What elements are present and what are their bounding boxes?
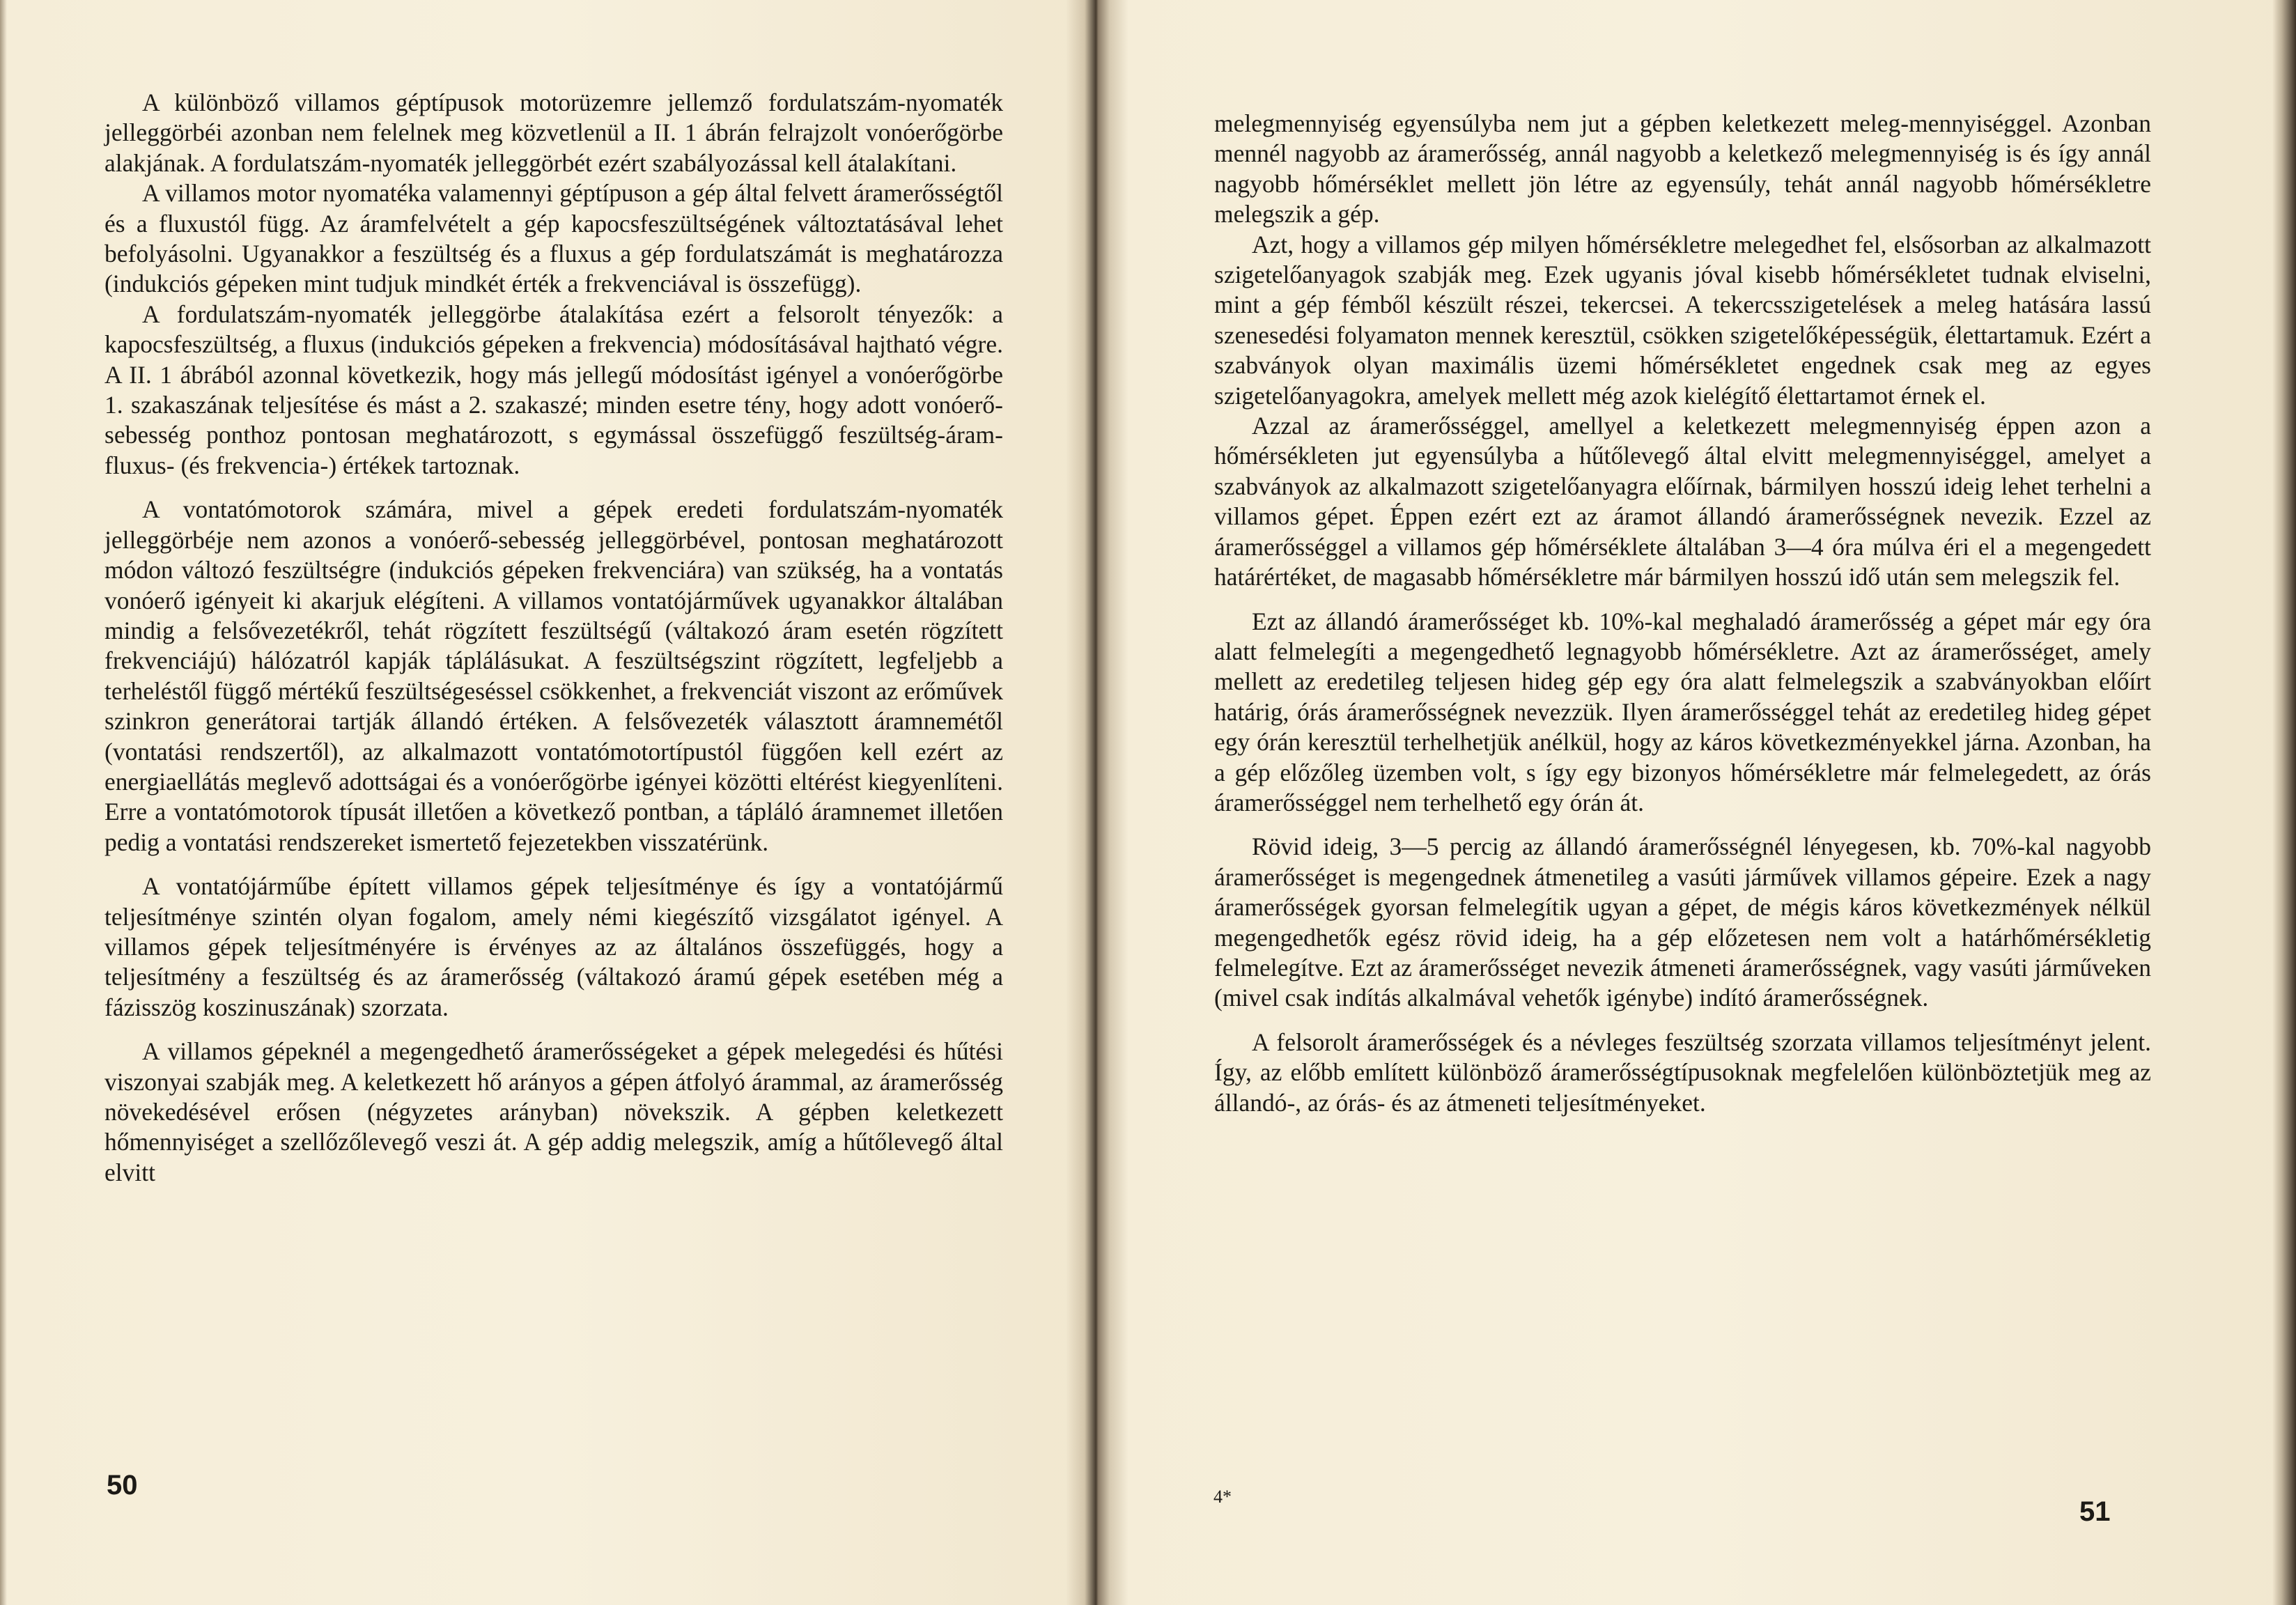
paragraph: Azt, hogy a villamos gép milyen hőmérsékletre melegedhet fel, elsősorban az alkalmazott szigetelőanyagok szabják meg. Ezek ugyanis jóval kisebb hőmérsékletet tudnak elviselni, mint a gép fémből készült részei, tekercsei. A tekercsszigetelések a meleg hatására lassú szenesedési folyamaton mennek keresztül, csökken szigetelőképességük, élettartamuk. Ezért a szabványok olyan maximális üzemi hőmérsékletet engednek csak meg az egyes szigetelőanyagokra, amelyek mellett még azok kielégítő élettartamot érnek el.: [1214, 230, 2151, 410]
paragraph: A különböző villamos géptípusok motorüzemre jellemző fordulatszám-nyomaték jelleggörbéi azonban nem felelnek meg közvetlenül a II. 1 ábrán felrajzolt vonóerőgörbe alakjának. A fordulatszám-nyomaték jelleggörbét ezért szabályozással kell átalakítani.: [104, 88, 1003, 177]
right-page-body: [1214, 109, 2151, 1118]
paragraph: A villamos gépeknél a megengedhető áramerősségeket a gépek melegedési és hűtési viszonyai szabják meg. A keletkezett hő arányos a gépen átfolyó árammal, az áramerősség növekedésével erősen (négyzetes arányban) növekszik. A gépben keletkezett hőmennyiséget a szellőzőlevegő veszi át. A gép addig melegszik, amíg a hűtőlevegő által elvitt: [104, 1037, 1003, 1186]
page-number: 51: [2079, 1496, 2111, 1527]
paragraph: A villamos motor nyomatéka valamennyi géptípuson a gép által felvett áramerősségtől és a fluxustól függ. Az áramfelvételt a gép kapocsfeszültségének változtatásával lehet befolyásolni. Ugyanakkor a feszültség és a fluxus a gép fordulatszámát is meghatározza (indukciós gépeken mint tudjuk mindkét érték a frekvenciával is összefügg).: [104, 179, 1003, 298]
paragraph: A fordulatszám-nyomaték jelleggörbe átalakítása ezért a felsorolt tényezők: a kapocsfeszültség, a fluxus (indukciós gépeken a frekvencia) módosításával hajtható végre. A II. 1 ábrából azonnal következik, hogy más jellegű módosítást igényel a vonóerőgörbe 1. szakaszának teljesítése és mást a 2. szakaszé; minden esetre tény, hogy adott vonóerő-sebesség ponthoz pontosan meghatározott, s egymással összefüggő feszültség-áram-fluxus- (és frekvencia-) értékek tartoznak.: [104, 300, 1003, 479]
paragraph: A felsorolt áramerősségek és a névleges feszültség szorzata villamos teljesítményt jelent. Így, az előbb említett különböző áramerősségtípusoknak megfelelően különböztetjük meg az állandó-, az órás- és az átmeneti teljesítményeket.: [1214, 1028, 2151, 1117]
paragraph: Azzal az áramerősséggel, amellyel a keletkezett melegmennyiség éppen azon a hőmérsékleten jut egyensúlyba a hűtőlevegő által elvitt melegmennyiséggel, amelyet a szabványok az alkalmazott szigetelőanyagra előírnak, bármilyen hosszú ideig lehet terhelni a villamos gépet. Éppen ezért ezt az áramot állandó áramerősségnek nevezik. Ezzel az áramerősséggel a villamos gép hőmérséklete általában 3—4 óra múlva éri el a megengedett határértéket, de magasabb hőmérsékletre már bármilyen hosszú idő után sem melegszik fel.: [1214, 412, 2151, 591]
paragraph: Ezt az állandó áramerősséget kb. 10%-kal meghaladó áramerősség a gépet már egy óra alatt felmelegíti a megengedhető legnagyobb hőmérsékletre. Azt az áramerősséget, amely mellett az eredetileg teljesen hideg gép egy óra alatt felmelegszik a szabványokban előírt határig, órás áramerősségnek nevezzük. Ilyen áramerősséggel tehát az eredetileg hideg gépet egy órán keresztül terhelhetjük anélkül, hogy az káros következményekkel járna. Azonban, ha a gép előzőleg üzemben volt, s így egy bizonyos hőmérsékletre már felmelegedett, az órás áramerősséggel nem terhelhető egy órán át.: [1214, 607, 2151, 816]
left-page-body: [104, 88, 1003, 1188]
right-page: [1097, 0, 2296, 1605]
left-page: [0, 0, 1097, 1605]
paragraph: Rövid ideig, 3—5 percig az állandó áramerősségnél lényegesen, kb. 70%-kal nagyobb áramerősséget is megengednek átmenetileg a vasúti járművek villamos gépeire. Ezek a nagy áramerősségek gyorsan felmelegítik ugyan a gépet, de mégis káros következmények nélkül megengedhetők egész rövid ideig, ha a gép előzetesen nem volt a határhőmérsékletig felmelegítve. Ezt az áramerősséget nevezik átmeneti áramerősségnek, vagy vasúti járműveken (mivel csak indítás alkalmával vehetők igénybe) indító áramerősségnek.: [1214, 832, 2151, 1012]
page-number: 50: [107, 1470, 138, 1501]
page-edge-shadow: [0, 0, 7, 1605]
paragraph: A vontatómotorok számára, mivel a gépek eredeti fordulatszám-nyomaték jelleggörbéje nem azonos a vonóerő-sebesség jelleggörbével, pontosan meghatározott módon változó feszültségre (indukciós gépeken frekvenciára) van szükség, ha a vontatás vonóerő igényeit ki akarjuk elégíteni. A villamos vontatójárművek ugyanakkor általában mindig a felsővezetékről, tehát rögzített feszültségű (váltakozó áram esetén rögzített frekvenciájú) hálózatról kapják táplálásukat. A feszültségszint rögzített, legfeljebb a terheléstől függő mértékű feszültségeséssel csökkenhet, a frekvenciát viszont az erőművek szinkron generátorai tartják állandó értéken. A felsővezeték választott áramnemétől (vontatási rendszertől), az alkalmazott vontatómotortípustól függően kell ezért az energiaellátás meglevő adottságai és a vonóerőgörbe igényei közötti eltérést kiegyenlíteni. Erre a vontatómotorok típusát illetően a következő pontban, a tápláló áramnemet illetően pedig a vontatási rendszereket ismertető fejezetekben visszatérünk.: [104, 495, 1003, 856]
paragraph: melegmennyiség egyensúlyba nem jut a gépben keletkezett meleg-mennyiséggel. Azonban mennél nagyobb az áramerősség, annál nagyobb a keletkező melegmennyiség is és így annál nagyobb hőmérséklet mellett jön létre az egyensúly, tehát annál nagyobb hőmérsékletre melegszik a gép.: [1214, 109, 2151, 228]
book-gutter: [1066, 0, 1128, 1605]
signature-mark: 4*: [1213, 1487, 1232, 1507]
paragraph: A vontatójárműbe épített villamos gépek teljesítménye és így a vontatójármű teljesítménye szintén olyan fogalom, amely némi kiegészítő vizsgálatot igényel. A villamos gépek teljesítményére is érvényes az az általános összefüggés, hogy a teljesítmény a feszültség és az áramerősség (váltakozó áramú gépek esetében még a fázisszög koszinuszának) szorzata.: [104, 872, 1003, 1021]
page-edge-shadow: [2272, 0, 2296, 1605]
